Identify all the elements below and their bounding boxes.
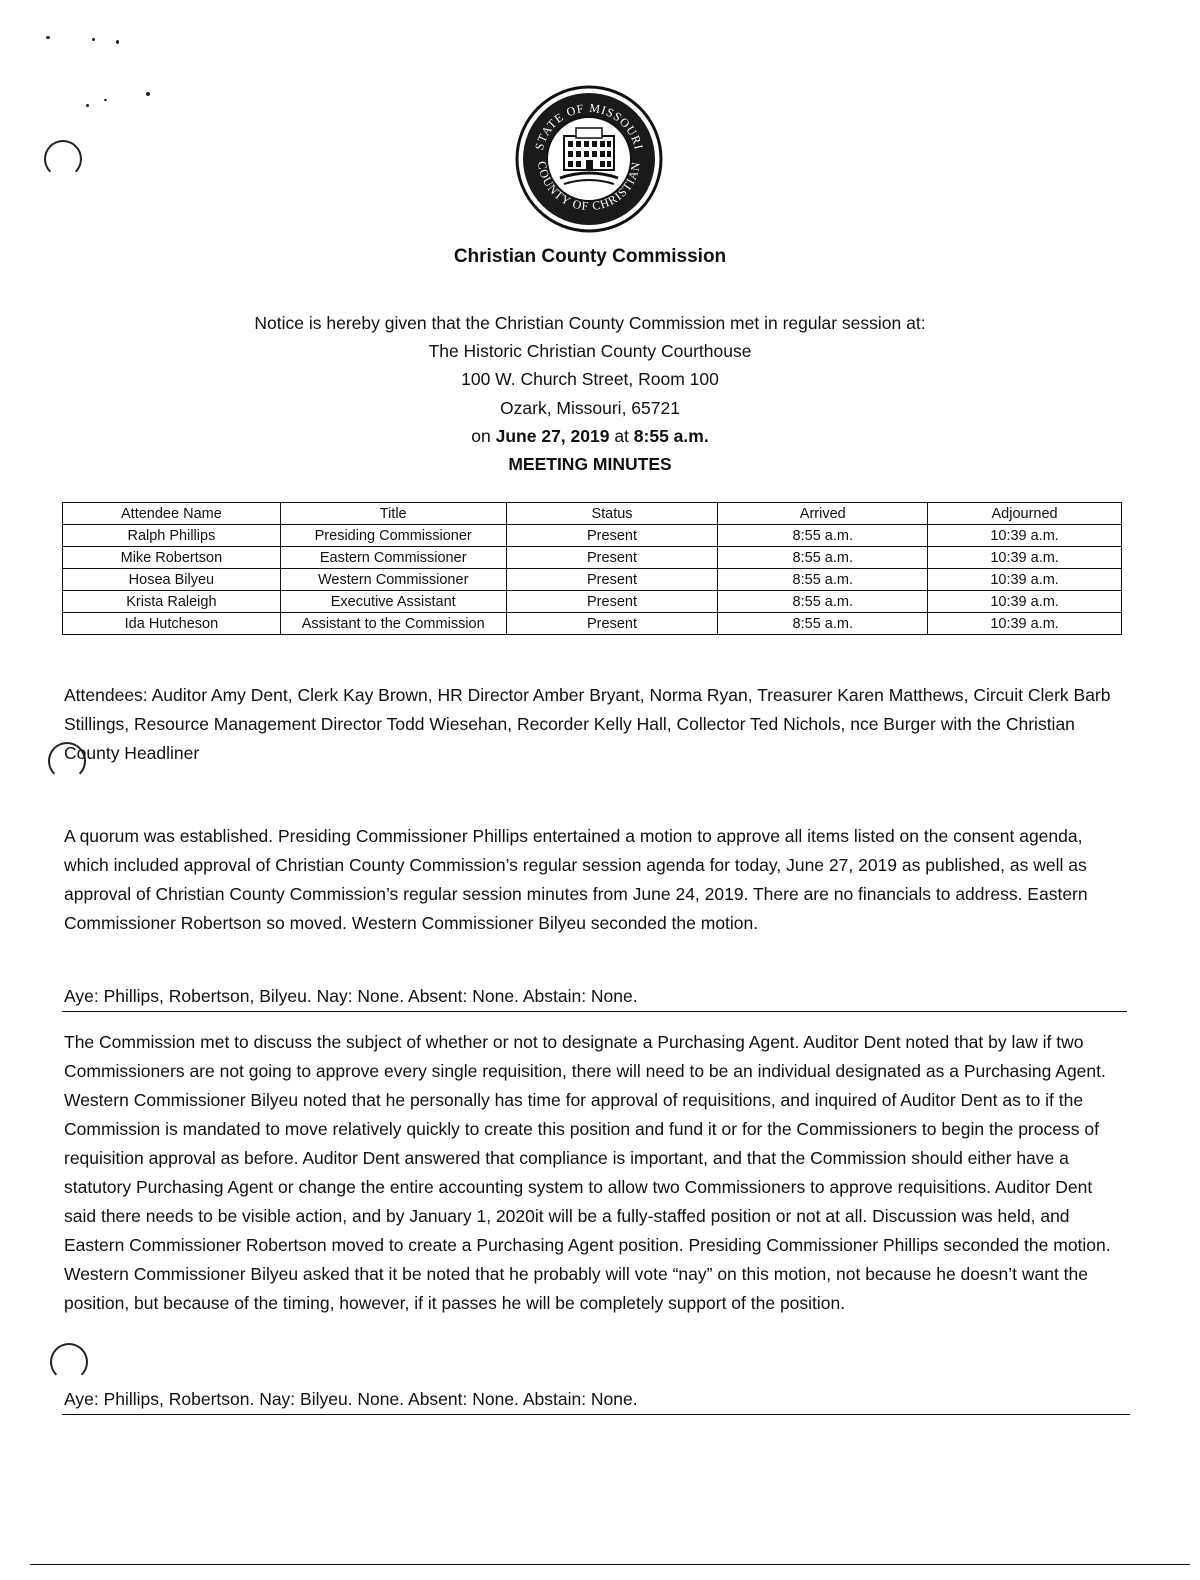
punch-hole-mark: [50, 1343, 88, 1381]
attendee-adjourned: 10:39 a.m.: [928, 525, 1122, 547]
column-header: Arrived: [718, 503, 928, 525]
footer-rule: [30, 1564, 1190, 1565]
column-header: Title: [280, 503, 506, 525]
scan-speck: [92, 38, 95, 41]
attendee-name: Mike Robertson: [63, 547, 281, 569]
minutes-label: MEETING MINUTES: [508, 454, 672, 474]
vote-record: Aye: Phillips, Robertson, Bilyeu. Nay: None. Absent: None. Abstain: None.: [64, 986, 638, 1006]
attendee-arrived: 8:55 a.m.: [718, 569, 928, 591]
scan-speck: [104, 99, 107, 101]
table-row: [63, 613, 1122, 635]
attendee-name: Krista Raleigh: [63, 591, 281, 613]
attendee-adjourned: 10:39 a.m.: [928, 591, 1122, 613]
scan-speck: [146, 92, 150, 96]
address-line: 100 W. Church Street, Room 100: [461, 369, 719, 389]
city-line: Ozark, Missouri, 65721: [500, 398, 680, 418]
attendee-adjourned: 10:39 a.m.: [928, 547, 1122, 569]
attendee-title: Executive Assistant: [280, 591, 506, 613]
venue-line: The Historic Christian County Courthouse: [428, 341, 752, 361]
attendee-name: Ralph Phillips: [63, 525, 281, 547]
attendee-title: Presiding Commissioner: [280, 525, 506, 547]
seal-ring-bottom-text: COUNTY OF CHRISTIAN: [534, 160, 644, 214]
notice-line: Notice is hereby given that the Christian County Commission met in regular session at:: [254, 313, 926, 333]
attendee-adjourned: 10:39 a.m.: [928, 613, 1122, 635]
table-row: [63, 547, 1122, 569]
scan-speck: [46, 36, 50, 39]
scan-speck: [116, 40, 119, 44]
column-header: Status: [506, 503, 718, 525]
attendee-name: Hosea Bilyeu: [63, 569, 281, 591]
purchasing-agent-paragraph: The Commission met to discuss the subject of whether or not to designate a Purchasing Agent. Auditor Dent noted that by law if two Commissioners are not going to approve every single requisition, there will need to be an individual designated as a Purchasing Agent. Western Commissioner Bilyeu noted that he personally has time for approval of requisitions, and inquired of Auditor Dent as to if the Commission is mandated to move relatively quickly to create this position and fund it or for the Commissioners to begin the process of requisition approval as before. Auditor Dent answered that compliance is important, and that the Commission should either have a statutory Purchasing Agent or change the entire accounting system to allow two Commissioners to approve requisitions. Auditor Dent said there needs to be visible action, and by January 1, 2020it will be a fully-staffed position or not at all. Discussion was held, and Eastern Commissioner Robertson moved to create a Purchasing Agent position. Presiding Commissioner Phillips seconded the motion. Western Commissioner Bilyeu asked that it be noted that he probably will vote “nay” on this motion, not because he doesn’t want the position, but because of the timing, however, if it passes he will be completely support of the position.: [64, 1032, 1111, 1313]
column-header: Adjourned: [928, 503, 1122, 525]
vote-record: Aye: Phillips, Robertson. Nay: Bilyeu. None. Absent: None. Abstain: None.: [64, 1389, 638, 1409]
county-seal: [514, 84, 664, 234]
table-row: [63, 525, 1122, 547]
table-row: [63, 569, 1122, 591]
attendees-paragraph: Attendees: Auditor Amy Dent, Clerk Kay Brown, HR Director Amber Bryant, Norma Ryan, Treasurer Karen Matthews, Circuit Clerk Barb Stillings, Resource Management Director Todd Wiesehan, Recorder Kelly Hall, Collector Ted Nichols, nce Burger with the Christian County Headliner: [64, 685, 1111, 763]
attendee-status: Present: [506, 547, 718, 569]
attendee-adjourned: 10:39 a.m.: [928, 569, 1122, 591]
time-prefix: at: [609, 426, 634, 446]
attendee-name: Ida Hutcheson: [63, 613, 281, 635]
table-header-row: [63, 503, 1122, 525]
meeting-date: June 27, 2019: [495, 426, 610, 446]
attendee-status: Present: [506, 525, 718, 547]
punch-hole-mark: [44, 140, 82, 178]
scan-speck: [86, 104, 89, 107]
date-prefix: on: [471, 426, 496, 446]
attendee-title: Assistant to the Commission: [280, 613, 506, 635]
section-divider: [62, 1414, 1130, 1415]
consent-agenda-paragraph: A quorum was established. Presiding Commissioner Phillips entertained a motion to approve all items listed on the consent agenda, which included approval of Christian County Commission’s regular session agenda for today, June 27, 2019 as published, as well as approval of Christian County Commission’s regular session minutes from June 24, 2019. There are no financials to address. Eastern Commissioner Robertson so moved. Western Commissioner Bilyeu seconded the motion.: [64, 826, 1088, 933]
section-divider: [62, 1011, 1127, 1012]
attendee-status: Present: [506, 613, 718, 635]
column-header: Attendee Name: [63, 503, 281, 525]
meeting-datetime: [0, 426, 1180, 447]
attendee-title: Eastern Commissioner: [280, 547, 506, 569]
table-row: [63, 591, 1122, 613]
attendee-arrived: 8:55 a.m.: [718, 547, 928, 569]
attendee-arrived: 8:55 a.m.: [718, 613, 928, 635]
attendee-arrived: 8:55 a.m.: [718, 525, 928, 547]
attendance-table: [62, 502, 1122, 635]
seal-ring-top-text: STATE OF MISSOURI: [531, 100, 647, 152]
meeting-time: 8:55 a.m.: [633, 426, 709, 446]
document-title: Christian County Commission: [453, 246, 727, 267]
attendee-title: Western Commissioner: [280, 569, 506, 591]
attendee-status: Present: [506, 569, 718, 591]
attendee-arrived: 8:55 a.m.: [718, 591, 928, 613]
attendee-status: Present: [506, 591, 718, 613]
